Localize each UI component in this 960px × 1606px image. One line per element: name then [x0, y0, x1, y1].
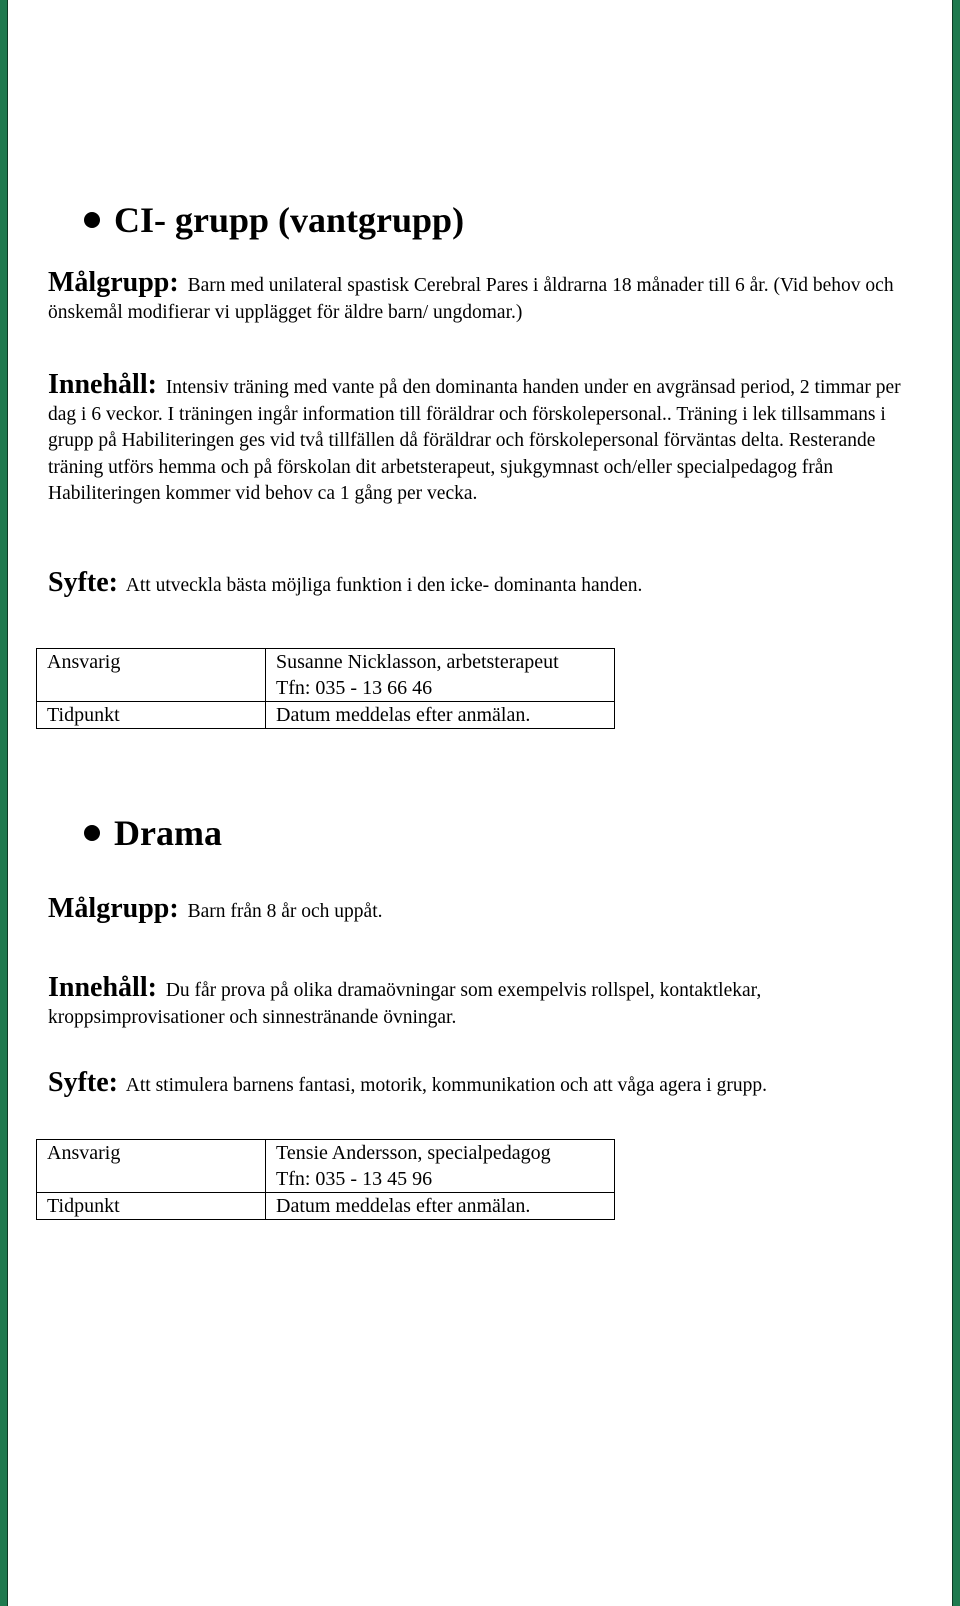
syfte-paragraph [48, 1067, 928, 1100]
table-row [37, 1193, 615, 1220]
table-row [37, 1140, 615, 1193]
syfte-text: Att stimulera barnens fantasi, motorik, kommunikation och att våga agera i grupp. [125, 1075, 767, 1096]
malgrupp-paragraph [48, 267, 928, 326]
tidpunkt-value: Datum meddelas efter anmälan. [266, 702, 615, 729]
ansvarig-value [266, 649, 615, 702]
innehall-paragraph [48, 972, 928, 1031]
table-row [37, 649, 615, 702]
syfte-paragraph [48, 567, 928, 600]
malgrupp-text: Barn från 8 år och uppåt. [187, 901, 383, 922]
bullet-icon [84, 212, 100, 228]
page-border-right [953, 0, 960, 1606]
ansvarig-phone: Tfn: 035 - 13 66 46 [276, 677, 433, 699]
tidpunkt-value: Datum meddelas efter anmälan. [266, 1193, 615, 1220]
syfte-label: Syfte: [48, 1067, 118, 1098]
section-title: Drama [114, 813, 222, 853]
bullet-icon [84, 825, 100, 841]
malgrupp-paragraph [48, 893, 928, 926]
table-row [37, 702, 615, 729]
ansvarig-name: Susanne Nicklasson, arbetsterapeut [276, 651, 559, 673]
info-table [36, 1139, 615, 1220]
section-heading-drama [84, 813, 222, 853]
tidpunkt-label: Tidpunkt [37, 702, 266, 729]
syfte-text: Att utveckla bästa möjliga funktion i den icke- dominanta handen. [125, 575, 643, 596]
innehall-text: Du får prova på olika dramaövningar som exempelvis rollspel, kontaktlekar, kroppsimprovisationer och sinnestränande övningar. [48, 980, 762, 1028]
malgrupp-text: Barn med unilateral spastisk Cerebral Pares i åldrarna 18 månader till 6 år. (Vid behov och önskemål modifierar vi upplägget för äldre barn/ ungdomar.) [48, 275, 894, 323]
malgrupp-label: Målgrupp: [48, 267, 179, 298]
malgrupp-label: Målgrupp: [48, 893, 179, 924]
ansvarig-label: Ansvarig [37, 649, 266, 702]
ansvarig-value [266, 1140, 615, 1193]
page-border-left [0, 0, 7, 1606]
innehall-paragraph [48, 369, 928, 508]
innehall-text: Intensiv träning med vante på den dominanta handen under en avgränsad period, 2 timmar per dag i 6 veckor. I träningen ingår information till föräldrar och förskolepersonal.. Träning i lek tillsammans i grupp på Habiliteringen ges vid två tillfällen då föräldrar och förskolepersonal förväntas delta. Resterande träning utförs hemma och på förskolan dit arbetsterapeut, sjukgymnast och/eller specialpedagog från Habiliteringen kommer vid behov ca 1 gång per vecka. [48, 377, 901, 504]
section-heading-ci-grupp [84, 200, 464, 240]
innehall-label: Innehåll: [48, 972, 157, 1003]
syfte-label: Syfte: [48, 567, 118, 598]
ansvarig-phone: Tfn: 035 - 13 45 96 [276, 1168, 433, 1190]
info-table [36, 648, 615, 729]
section-title: CI- grupp (vantgrupp) [114, 200, 465, 240]
innehall-label: Innehåll: [48, 369, 157, 400]
ansvarig-label: Ansvarig [37, 1140, 266, 1193]
tidpunkt-label: Tidpunkt [37, 1193, 266, 1220]
ansvarig-name: Tensie Andersson, specialpedagog [276, 1142, 551, 1164]
